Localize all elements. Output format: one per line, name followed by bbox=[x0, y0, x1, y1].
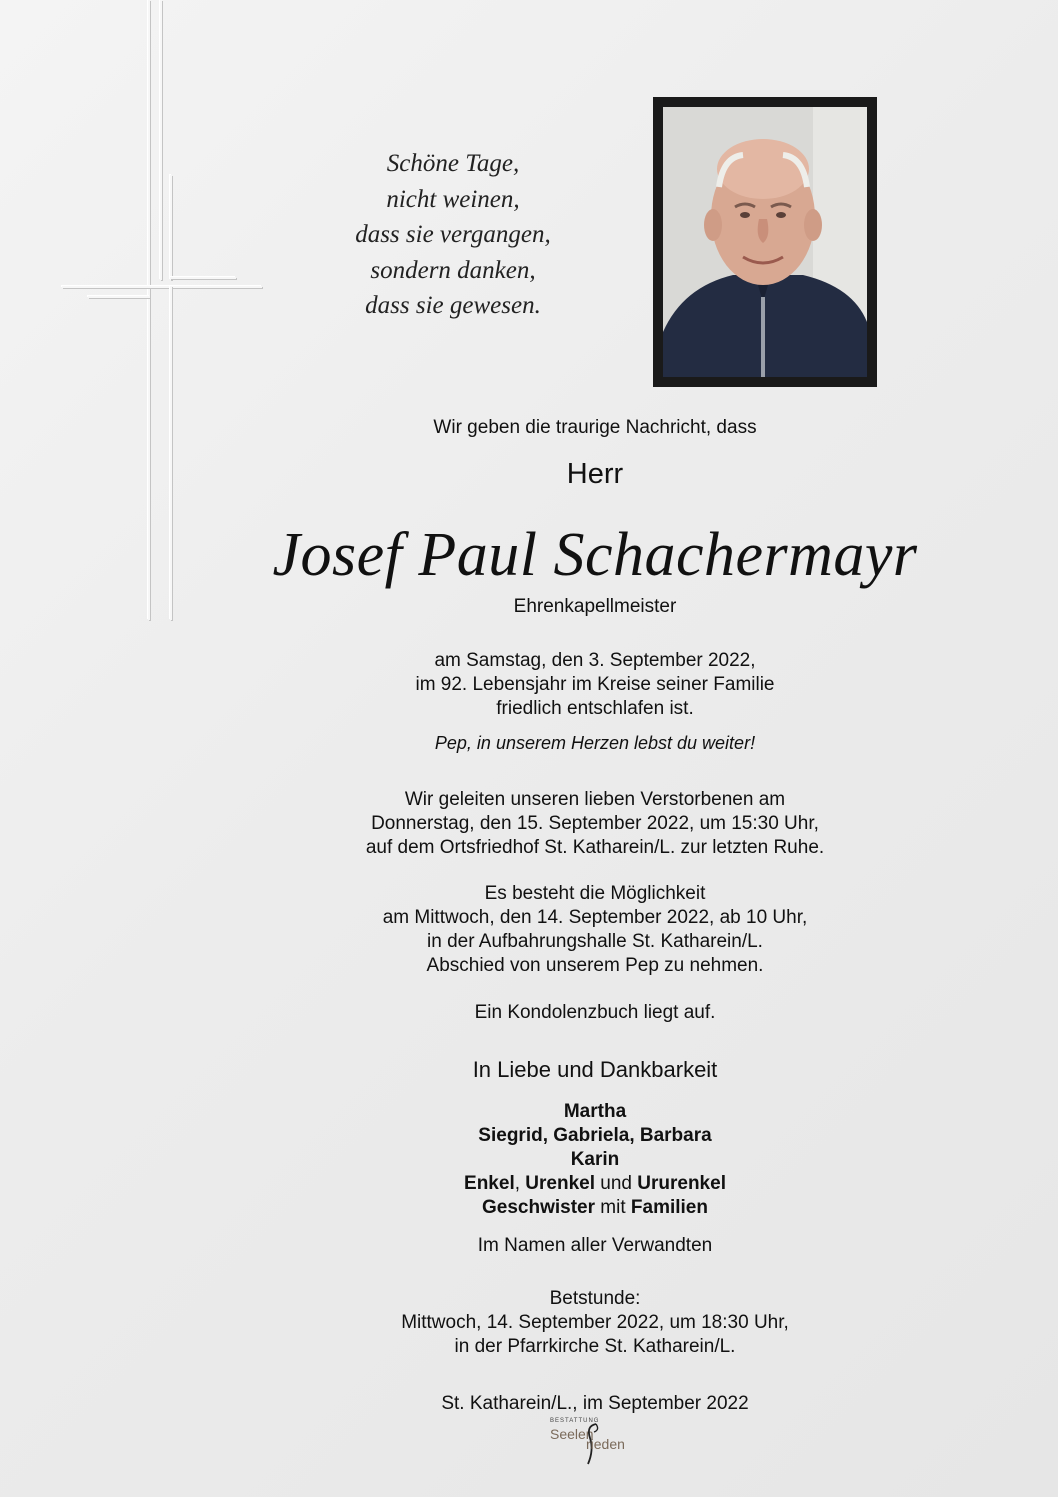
text-line: in der Pfarrkirche St. Katharein/L. bbox=[454, 1336, 736, 1357]
poem-quote bbox=[300, 146, 606, 324]
death-notice bbox=[230, 649, 960, 721]
motto: Pep, in unserem Herzen lebst du weiter! bbox=[434, 733, 756, 753]
text-line: Abschied von unserem Pep zu nehmen. bbox=[426, 955, 764, 976]
text-line: am Samstag, den 3. September 2022, bbox=[434, 650, 756, 671]
text-line: Es besteht die Möglichkeit bbox=[484, 883, 706, 904]
family-name: Enkel bbox=[464, 1173, 515, 1194]
relatives-note: Im Namen aller Verwandten bbox=[477, 1235, 713, 1256]
cross-decoration bbox=[170, 277, 236, 279]
family-name: Familien bbox=[630, 1197, 708, 1218]
text-line: Mittwoch, 14. September 2022, um 18:30 Uhr, bbox=[401, 1312, 789, 1333]
family-name: Gabriela bbox=[553, 1125, 630, 1146]
cross-decoration bbox=[62, 286, 262, 288]
deceased-name: Josef Paul Schachermayr bbox=[272, 521, 918, 589]
cross-decoration bbox=[88, 296, 150, 298]
farewell-info bbox=[230, 882, 960, 978]
separator: , bbox=[542, 1125, 554, 1146]
cross-decoration bbox=[170, 286, 172, 620]
text-line: im 92. Lebensjahr im Kreise seiner Familie bbox=[415, 674, 775, 695]
cross-decoration bbox=[170, 175, 172, 280]
text-line: am Mittwoch, den 14. September 2022, ab 10 Uhr, bbox=[382, 907, 808, 928]
intro-text: Wir geben die traurige Nachricht, dass bbox=[433, 417, 757, 438]
family-name: Ururenkel bbox=[637, 1173, 726, 1194]
quote-line: dass sie vergangen, bbox=[355, 221, 551, 248]
prayer-service bbox=[230, 1287, 960, 1359]
cross-decoration bbox=[148, 0, 150, 620]
family-name: Geschwister bbox=[482, 1197, 596, 1218]
funeral-info bbox=[230, 788, 960, 860]
place-date: St. Katharein/L., im September 2022 bbox=[441, 1393, 749, 1414]
family-name: Barbara bbox=[639, 1125, 712, 1146]
text-line: Wir geleiten unseren lieben Verstorbenen am bbox=[404, 789, 786, 810]
salutation: Herr bbox=[566, 458, 624, 490]
family-line bbox=[230, 1196, 960, 1220]
family-line: Martha bbox=[563, 1101, 627, 1122]
family-line bbox=[230, 1172, 960, 1196]
family-line bbox=[230, 1124, 960, 1148]
condolence-note: Ein Kondolenzbuch liegt auf. bbox=[474, 1002, 716, 1023]
text-line: friedlich entschlafen ist. bbox=[496, 698, 694, 719]
text-line: in der Aufbahrungshalle St. Katharein/L. bbox=[427, 931, 763, 952]
family-name: Urenkel bbox=[525, 1173, 595, 1194]
logo-small-text: BESTATTUNG bbox=[550, 1418, 600, 1424]
quote-line: sondern danken, bbox=[370, 256, 536, 284]
text-line: auf dem Ortsfriedhof St. Katharein/L. zur letzten Ruhe. bbox=[365, 837, 825, 858]
logo-word: Seelen bbox=[550, 1426, 594, 1442]
separator: , bbox=[629, 1125, 640, 1146]
text-line: Donnerstag, den 15. September 2022, um 15:30 Uhr, bbox=[371, 813, 819, 834]
family-list bbox=[230, 1100, 960, 1220]
portrait-photo-icon bbox=[663, 107, 867, 377]
funeral-home-logo bbox=[550, 1418, 640, 1466]
quote-line: nicht weinen, bbox=[386, 185, 520, 213]
quote-line: Schöne Tage, bbox=[386, 150, 520, 177]
portrait-photo bbox=[653, 97, 877, 387]
family-line: Karin bbox=[570, 1149, 620, 1170]
quote-line: dass sie gewesen. bbox=[365, 292, 541, 319]
text-line: Betstunde: bbox=[549, 1288, 641, 1309]
separator: mit bbox=[595, 1197, 631, 1218]
separator: , bbox=[514, 1173, 526, 1194]
logo-word: rieden bbox=[586, 1436, 625, 1452]
separator: und bbox=[595, 1173, 638, 1194]
family-name: Siegrid bbox=[478, 1125, 543, 1146]
closing-phrase: In Liebe und Dankbarkeit bbox=[472, 1057, 718, 1082]
cross-decoration bbox=[160, 0, 162, 280]
honorific-title: Ehrenkapellmeister bbox=[513, 596, 677, 617]
